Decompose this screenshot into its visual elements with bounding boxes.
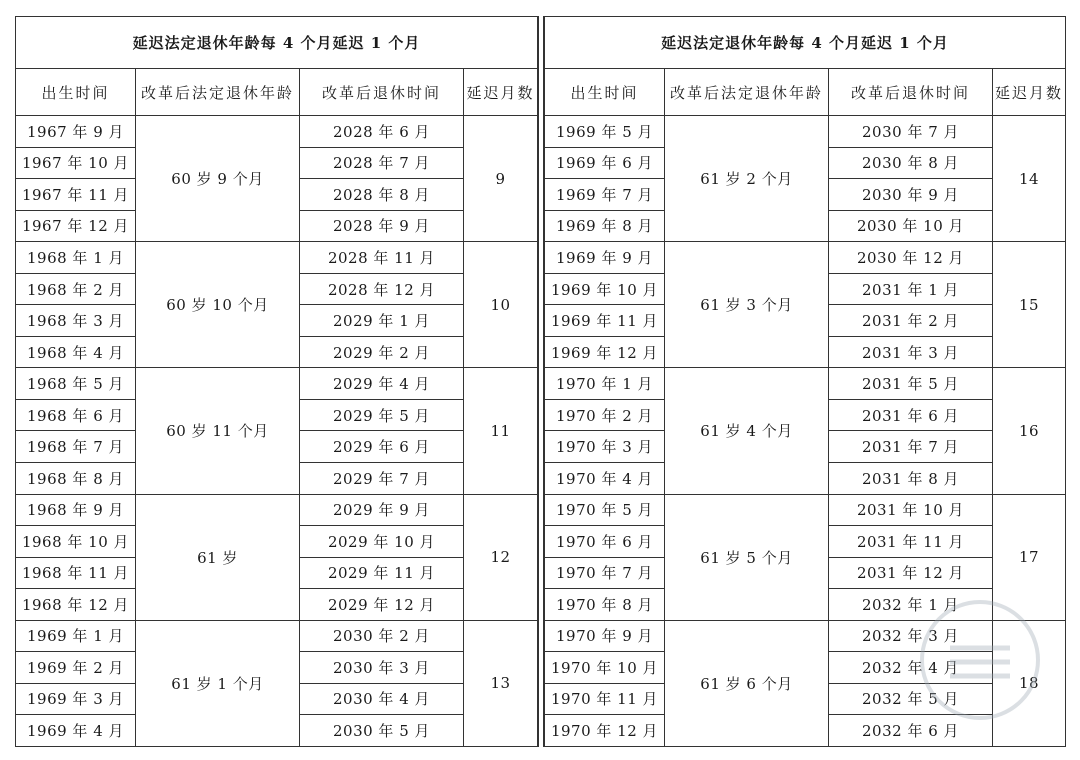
retirement-date-cell: 2028 年 8 月: [300, 179, 464, 211]
birth-date-cell: 1969 年 1 月: [16, 620, 136, 652]
table-title: 延迟法定退休年龄每 4 个月延迟 1 个月: [16, 17, 538, 69]
table-row: [16, 368, 538, 400]
birth-date-cell: 1967 年 11 月: [16, 179, 136, 211]
birth-date-cell: 1968 年 1 月: [16, 242, 136, 274]
table-row: [16, 242, 538, 274]
retirement-date-cell: 2030 年 12 月: [829, 242, 993, 274]
birth-date-cell: 1968 年 11 月: [16, 557, 136, 589]
retirement-date-cell: 2030 年 9 月: [829, 179, 993, 211]
column-header: 改革后法定退休年龄: [136, 69, 300, 116]
table-row: [16, 116, 538, 148]
table-row: [16, 494, 538, 526]
retirement-date-cell: 2031 年 3 月: [829, 336, 993, 368]
birth-date-cell: 1970 年 10 月: [545, 652, 665, 684]
retirement-date-cell: 2031 年 11 月: [829, 526, 993, 558]
delay-months-cell: 12: [464, 494, 538, 620]
retirement-date-cell: 2031 年 6 月: [829, 399, 993, 431]
birth-date-cell: 1970 年 9 月: [545, 620, 665, 652]
retirement-date-cell: 2032 年 4 月: [829, 652, 993, 684]
retirement-age-cell: 60 岁 11 个月: [136, 368, 300, 494]
retirement-date-cell: 2032 年 1 月: [829, 589, 993, 621]
retirement-age-cell: 61 岁 4 个月: [665, 368, 829, 494]
retirement-date-cell: 2030 年 2 月: [300, 620, 464, 652]
birth-date-cell: 1970 年 11 月: [545, 683, 665, 715]
birth-date-cell: 1970 年 1 月: [545, 368, 665, 400]
table-row: [545, 242, 1066, 274]
retirement-date-cell: 2029 年 11 月: [300, 557, 464, 589]
birth-date-cell: 1967 年 9 月: [16, 116, 136, 148]
table-title-row: [545, 17, 1066, 69]
retirement-date-cell: 2031 年 7 月: [829, 431, 993, 463]
retirement-date-cell: 2029 年 7 月: [300, 462, 464, 494]
retirement-date-cell: 2032 年 6 月: [829, 715, 993, 747]
retirement-date-cell: 2030 年 10 月: [829, 210, 993, 242]
retirement-date-cell: 2029 年 12 月: [300, 589, 464, 621]
birth-date-cell: 1970 年 2 月: [545, 399, 665, 431]
retirement-date-cell: 2030 年 4 月: [300, 683, 464, 715]
retirement-date-cell: 2031 年 8 月: [829, 462, 993, 494]
table-header-row: [16, 69, 538, 116]
retirement-date-cell: 2032 年 3 月: [829, 620, 993, 652]
retirement-age-cell: 60 岁 9 个月: [136, 116, 300, 242]
retirement-date-cell: 2030 年 5 月: [300, 715, 464, 747]
birth-date-cell: 1968 年 6 月: [16, 399, 136, 431]
birth-date-cell: 1967 年 12 月: [16, 210, 136, 242]
birth-date-cell: 1970 年 3 月: [545, 431, 665, 463]
retirement-age-cell: 61 岁 6 个月: [665, 620, 829, 746]
table-title: 延迟法定退休年龄每 4 个月延迟 1 个月: [545, 17, 1066, 69]
table-row: [545, 494, 1066, 526]
retirement-date-cell: 2031 年 5 月: [829, 368, 993, 400]
birth-date-cell: 1968 年 5 月: [16, 368, 136, 400]
column-header: 出生时间: [16, 69, 136, 116]
delay-months-cell: 9: [464, 116, 538, 242]
delay-months-cell: 10: [464, 242, 538, 368]
retirement-age-cell: 60 岁 10 个月: [136, 242, 300, 368]
delay-months-cell: 13: [464, 620, 538, 746]
column-header: 改革后法定退休年龄: [665, 69, 829, 116]
birth-date-cell: 1968 年 4 月: [16, 336, 136, 368]
birth-date-cell: 1970 年 6 月: [545, 526, 665, 558]
column-header: 出生时间: [545, 69, 665, 116]
birth-date-cell: 1968 年 7 月: [16, 431, 136, 463]
birth-date-cell: 1969 年 7 月: [545, 179, 665, 211]
birth-date-cell: 1970 年 12 月: [545, 715, 665, 747]
birth-date-cell: 1968 年 3 月: [16, 305, 136, 337]
birth-date-cell: 1969 年 5 月: [545, 116, 665, 148]
retirement-date-cell: 2028 年 11 月: [300, 242, 464, 274]
retirement-age-cell: 61 岁 5 个月: [665, 494, 829, 620]
retirement-table-frame: [15, 16, 1064, 747]
delay-months-cell: 11: [464, 368, 538, 494]
table-row: [545, 368, 1066, 400]
table-header-row: [545, 69, 1066, 116]
retirement-date-cell: 2030 年 8 月: [829, 147, 993, 179]
birth-date-cell: 1968 年 12 月: [16, 589, 136, 621]
right-table: [544, 16, 1066, 747]
birth-date-cell: 1970 年 8 月: [545, 589, 665, 621]
birth-date-cell: 1969 年 9 月: [545, 242, 665, 274]
delay-months-cell: 17: [993, 494, 1066, 620]
delay-months-cell: 16: [993, 368, 1066, 494]
retirement-age-cell: 61 岁 2 个月: [665, 116, 829, 242]
left-table: [15, 16, 538, 747]
birth-date-cell: 1970 年 5 月: [545, 494, 665, 526]
birth-date-cell: 1969 年 12 月: [545, 336, 665, 368]
table-row: [16, 620, 538, 652]
retirement-date-cell: 2028 年 7 月: [300, 147, 464, 179]
birth-date-cell: 1970 年 7 月: [545, 557, 665, 589]
retirement-age-cell: 61 岁 1 个月: [136, 620, 300, 746]
retirement-date-cell: 2029 年 9 月: [300, 494, 464, 526]
retirement-date-cell: 2029 年 2 月: [300, 336, 464, 368]
delay-months-cell: 14: [993, 116, 1066, 242]
retirement-date-cell: 2031 年 12 月: [829, 557, 993, 589]
retirement-date-cell: 2028 年 6 月: [300, 116, 464, 148]
retirement-date-cell: 2029 年 1 月: [300, 305, 464, 337]
birth-date-cell: 1969 年 2 月: [16, 652, 136, 684]
retirement-date-cell: 2029 年 6 月: [300, 431, 464, 463]
retirement-date-cell: 2028 年 9 月: [300, 210, 464, 242]
retirement-date-cell: 2029 年 4 月: [300, 368, 464, 400]
retirement-date-cell: 2029 年 5 月: [300, 399, 464, 431]
retirement-date-cell: 2031 年 2 月: [829, 305, 993, 337]
table-row: [545, 620, 1066, 652]
birth-date-cell: 1969 年 4 月: [16, 715, 136, 747]
retirement-age-cell: 61 岁 3 个月: [665, 242, 829, 368]
birth-date-cell: 1969 年 6 月: [545, 147, 665, 179]
table-row: [545, 116, 1066, 148]
birth-date-cell: 1968 年 8 月: [16, 462, 136, 494]
birth-date-cell: 1969 年 3 月: [16, 683, 136, 715]
table-title-row: [16, 17, 538, 69]
birth-date-cell: 1968 年 2 月: [16, 273, 136, 305]
column-header: 改革后退休时间: [829, 69, 993, 116]
delay-months-cell: 18: [993, 620, 1066, 746]
retirement-date-cell: 2030 年 7 月: [829, 116, 993, 148]
birth-date-cell: 1969 年 10 月: [545, 273, 665, 305]
column-header: 改革后退休时间: [300, 69, 464, 116]
retirement-date-cell: 2031 年 10 月: [829, 494, 993, 526]
retirement-date-cell: 2032 年 5 月: [829, 683, 993, 715]
birth-date-cell: 1967 年 10 月: [16, 147, 136, 179]
birth-date-cell: 1968 年 10 月: [16, 526, 136, 558]
retirement-date-cell: 2030 年 3 月: [300, 652, 464, 684]
retirement-date-cell: 2029 年 10 月: [300, 526, 464, 558]
retirement-date-cell: 2028 年 12 月: [300, 273, 464, 305]
retirement-age-cell: 61 岁: [136, 494, 300, 620]
birth-date-cell: 1969 年 8 月: [545, 210, 665, 242]
retirement-date-cell: 2031 年 1 月: [829, 273, 993, 305]
column-header: 延迟月数: [993, 69, 1066, 116]
birth-date-cell: 1970 年 4 月: [545, 462, 665, 494]
delay-months-cell: 15: [993, 242, 1066, 368]
birth-date-cell: 1968 年 9 月: [16, 494, 136, 526]
birth-date-cell: 1969 年 11 月: [545, 305, 665, 337]
column-header: 延迟月数: [464, 69, 538, 116]
